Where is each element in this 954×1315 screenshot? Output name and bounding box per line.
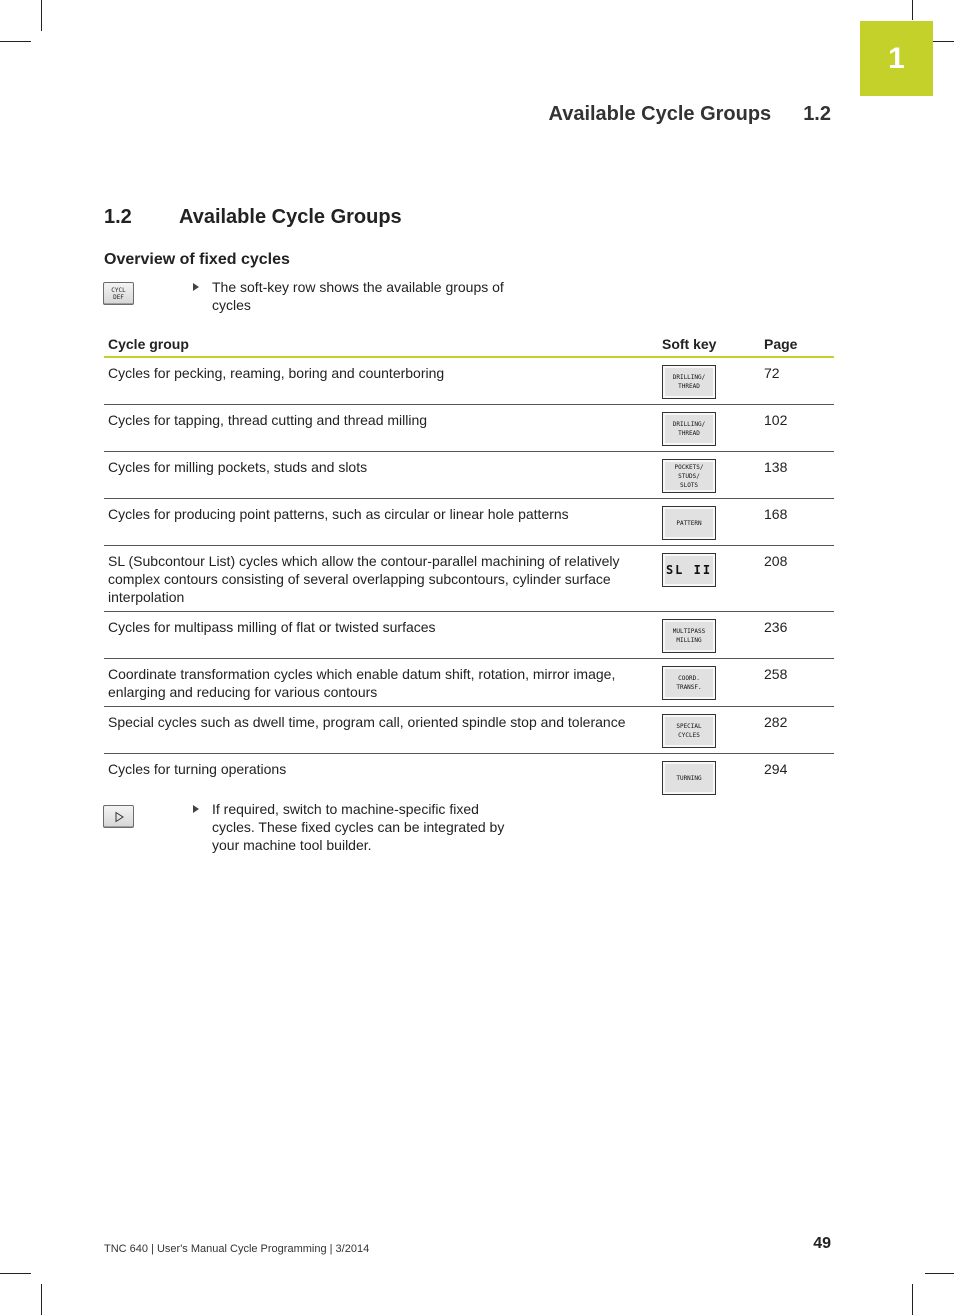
softkey-turning-icon	[662, 761, 716, 795]
play-arrow-icon	[113, 811, 125, 823]
running-head-number: 1.2	[803, 103, 831, 125]
softkey-special-cycles-icon	[662, 714, 716, 748]
softkey-cell	[658, 499, 760, 546]
crop-mark	[933, 41, 954, 42]
section-number: 1.2	[104, 206, 132, 228]
softkey-cell	[658, 405, 760, 452]
softkey-coord-transf-icon	[662, 666, 716, 700]
bullet-softkey-row	[193, 278, 523, 314]
page-cell: 138	[760, 452, 834, 499]
cycle-group-cell: Cycles for producing point patterns, such as circular or linear hole patterns	[104, 499, 658, 546]
softkey-drilling-thread-icon	[662, 412, 716, 446]
cycle-group-cell: Cycles for multipass milling of flat or twisted surfaces	[104, 612, 658, 659]
softkey-cell	[658, 546, 760, 612]
table-row	[104, 546, 834, 612]
cycle-group-cell: Cycles for pecking, reaming, boring and counterboring	[104, 357, 658, 405]
softkey-label: THREAD	[678, 430, 700, 437]
softkey-label: TURNING	[676, 774, 702, 782]
bullet-text: The soft-key row shows the available groups of cycles	[212, 279, 504, 313]
softkey-label: COORD.	[678, 675, 700, 682]
softkey-cell	[658, 452, 760, 499]
softkey-label: DRILLING/	[672, 374, 706, 381]
running-head	[549, 103, 832, 126]
subsection-title: Overview of fixed cycles	[104, 251, 290, 268]
header-soft-key: Soft key	[658, 333, 760, 357]
page-number: 49	[813, 1235, 831, 1252]
cycle-groups-table	[104, 333, 834, 800]
running-head-title: Available Cycle Groups	[548, 103, 772, 125]
table-row	[104, 612, 834, 659]
table-row	[104, 707, 834, 754]
softkey-label: DRILLING/	[672, 421, 706, 428]
cycl-def-key-line2: DEF	[113, 293, 124, 301]
softkey-label: POCKETS/	[674, 463, 704, 471]
crop-mark	[912, 0, 913, 20]
table-row	[104, 659, 834, 707]
bullet-text: If required, switch to machine-specific fixed cycles. These fixed cycles can be integrated by your machine tool builder.	[212, 801, 505, 853]
page-cell: 168	[760, 499, 834, 546]
softkey-cell	[658, 357, 760, 405]
crop-mark	[41, 0, 42, 31]
section-title-text: Available Cycle Groups	[179, 206, 402, 228]
cycle-group-cell: Cycles for milling pockets, studs and slots	[104, 452, 658, 499]
softkey-label: MULTIPASS	[672, 628, 706, 635]
softkey-multipass-milling-icon	[662, 619, 716, 653]
softkey-label: THREAD	[678, 383, 700, 390]
softkey-label: SL II	[665, 562, 713, 577]
crop-mark	[925, 1273, 954, 1274]
softkey-label: STUDS/	[678, 472, 700, 480]
page-cell: 72	[760, 357, 834, 405]
softkey-cell	[658, 707, 760, 754]
cycle-group-cell: Coordinate transformation cycles which enable datum shift, rotation, mirror image, enlarging and reducing for various contours	[104, 659, 658, 707]
crop-mark	[0, 1273, 31, 1274]
softkey-pockets-studs-slots-icon	[662, 459, 716, 493]
page-cell: 208	[760, 546, 834, 612]
cycl-def-key-icon	[103, 282, 134, 305]
softkey-cell	[658, 612, 760, 659]
softkey-label: TRANSF.	[676, 684, 702, 691]
table-row	[104, 452, 834, 499]
page-cell: 282	[760, 707, 834, 754]
cycle-group-cell: Cycles for tapping, thread cutting and thread milling	[104, 405, 658, 452]
bullet-arrow-icon	[193, 805, 199, 813]
softkey-sl-ii-icon	[662, 553, 716, 587]
cycle-group-cell: SL (Subcontour List) cycles which allow the contour-parallel machining of relatively complex contours consisting of several overlapping subcontours, cylinder surface interpolation	[104, 546, 658, 612]
header-page: Page	[760, 333, 834, 357]
page-cell: 102	[760, 405, 834, 452]
cycl-def-key-line1: CYCL	[111, 286, 126, 294]
table-row	[104, 754, 834, 801]
bullet-machine-specific	[193, 800, 523, 854]
softkey-label: MILLING	[676, 637, 702, 644]
cycle-group-cell: Cycles for turning operations	[108, 761, 287, 777]
footer-text: TNC 640 | User's Manual Cycle Programming | 3/2014	[104, 1243, 370, 1255]
softkey-label: SPECIAL	[676, 723, 702, 730]
table-row	[104, 405, 834, 452]
softkey-drilling-thread-icon	[662, 365, 716, 399]
page-cell: 236	[760, 612, 834, 659]
crop-mark	[912, 1284, 913, 1315]
softkey-cell	[658, 659, 760, 707]
cycle-group-cell: Special cycles such as dwell time, program call, oriented spindle stop and tolerance	[104, 707, 658, 754]
header-cycle-group: Cycle group	[104, 333, 658, 357]
table-row	[104, 499, 834, 546]
chapter-tab: 1	[860, 21, 933, 96]
crop-mark	[0, 41, 31, 42]
softkey-pattern-icon	[662, 506, 716, 540]
table-row	[104, 357, 834, 405]
next-softkey-row-key-icon	[103, 805, 134, 828]
softkey-cell	[658, 754, 760, 801]
page-cell: 294	[764, 761, 788, 777]
bullet-arrow-icon	[193, 283, 199, 291]
crop-mark	[41, 1284, 42, 1315]
softkey-label: PATTERN	[676, 519, 702, 527]
section-title	[104, 206, 402, 229]
softkey-label: CYCLES	[678, 732, 700, 739]
table-header-row	[104, 333, 834, 357]
page-cell: 258	[760, 659, 834, 707]
softkey-label: SLOTS	[679, 481, 699, 489]
